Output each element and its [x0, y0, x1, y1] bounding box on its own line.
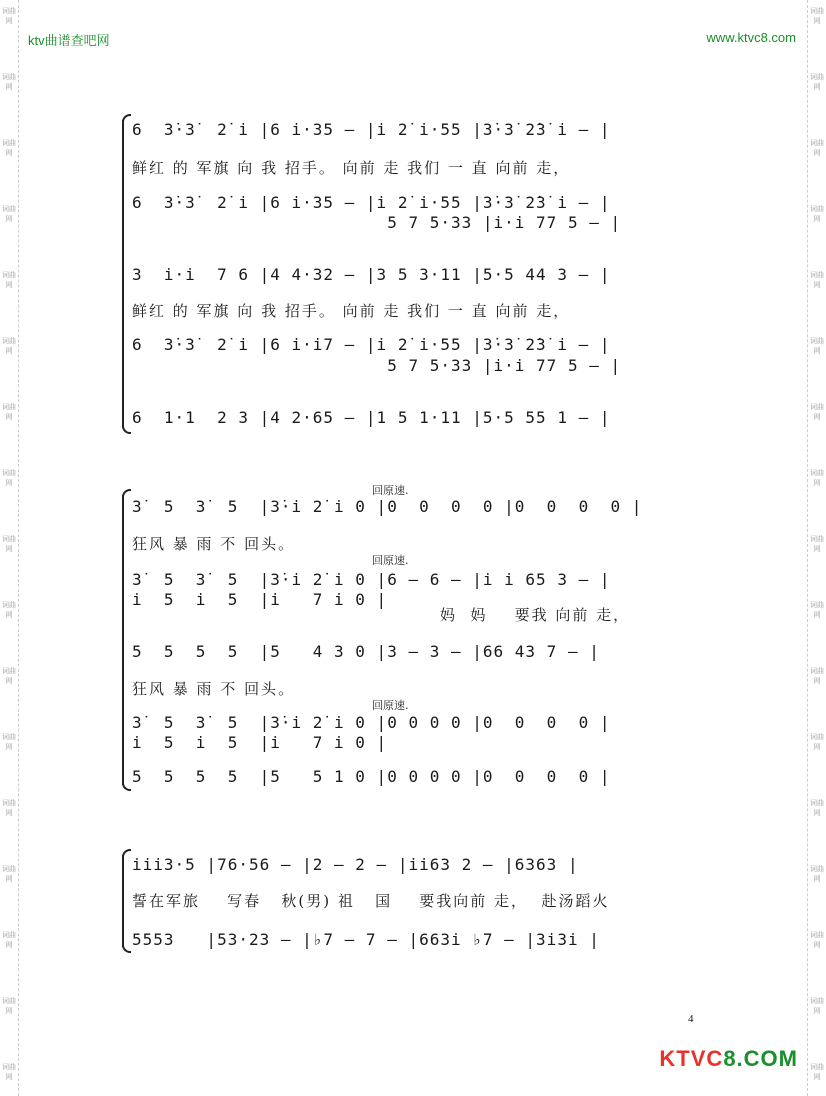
logo-part1: KTVC	[659, 1046, 724, 1071]
watermark-text: 词曲网	[2, 667, 16, 685]
lyrics-line: 狂风 暴 雨 不 回头。	[132, 535, 296, 553]
right-watermark-strip	[807, 0, 826, 1096]
watermark-text: 词曲网	[2, 997, 16, 1015]
watermark-text: 词曲网	[2, 865, 16, 883]
notation-line: 3 i·i 7 6 |4 4·32 — |3 5 3·11 |5·5 44 3 — |	[132, 265, 611, 284]
watermark-text: 词曲网	[810, 667, 824, 685]
watermark-text: 词曲网	[810, 733, 824, 751]
watermark-text: 词曲网	[810, 7, 824, 25]
watermark-text: 词曲网	[810, 1063, 824, 1081]
watermark-text: 词曲网	[2, 7, 16, 25]
site-link-right[interactable]: www.ktvc8.com	[706, 30, 796, 45]
notation-line: 5 7 5·33 |i·i 77 5 — |	[132, 213, 622, 232]
page-number: 4	[688, 1013, 694, 1025]
watermark-text: 词曲网	[2, 535, 16, 553]
watermark-text: 词曲网	[2, 799, 16, 817]
watermark-text: 词曲网	[2, 403, 16, 421]
watermark-text: 词曲网	[2, 733, 16, 751]
watermark-text: 词曲网	[810, 865, 824, 883]
watermark-text: 词曲网	[2, 469, 16, 487]
watermark-text: 词曲网	[2, 205, 16, 223]
notation-line: i 5 i 5 |i 7 i 0 |	[132, 733, 388, 752]
watermark-text: 词曲网	[810, 139, 824, 157]
watermark-text: 词曲网	[2, 73, 16, 91]
site-link-left[interactable]: ktv曲谱查吧网	[28, 33, 110, 48]
watermark-text: 词曲网	[2, 931, 16, 949]
watermark-text: 词曲网	[2, 271, 16, 289]
watermark-text: 词曲网	[810, 931, 824, 949]
notation-line: 3̇ 5 3̇ 5 |3̇·i 2̇ i 0 |0 0 0 0 |0 0 0 0 |	[132, 713, 611, 732]
lyrics-line: 妈 妈 要我 向前 走，	[440, 606, 631, 624]
notation-line: 6 3̇·3̇ 2̇ i |6 i·i7 — |i 2̇ i·55 |3̇·3̇ 2̇3̇ i — |	[132, 335, 611, 354]
watermark-text: 词曲网	[810, 271, 824, 289]
lyrics-line: 鲜红 的 军旗 向 我 招手。 向前 走 我们 一 直 向前 走，	[132, 302, 571, 320]
watermark-text: 词曲网	[810, 535, 824, 553]
system-brace	[122, 120, 124, 428]
watermark-text: 词曲网	[810, 73, 824, 91]
tempo-marking: 回原速.	[372, 484, 409, 497]
watermark-text: 词曲网	[810, 205, 824, 223]
watermark-text: 词曲网	[810, 997, 824, 1015]
watermark-text: 词曲网	[810, 337, 824, 355]
watermark-text: 词曲网	[810, 601, 824, 619]
lyrics-line: 鲜红 的 军旗 向 我 招手。 向前 走 我们 一 直 向前 走，	[132, 159, 571, 177]
notation-line: 5 5 5 5 |5 5 1 0 |0 0 0 0 |0 0 0 0 |	[132, 767, 611, 786]
notation-line: 5 5 5 5 |5 4 3 0 |3 — 3 — |66 43 7 — |	[132, 642, 600, 661]
notation-line: 6 3̇·3̇ 2̇ i |6 i·35 — |i 2̇ i·55 |3̇·3̇ 2̇3̇ i — |	[132, 120, 611, 139]
notation-line: 5553 |53·23 — |♭7 — 7 — |663i ♭7 — |3i3i |	[132, 930, 600, 949]
notation-line: 3̇ 5 3̇ 5 |3̇·i 2̇ i 0 |0 0 0 0 |0 0 0 0 |	[132, 497, 643, 516]
notation-line: 3̇ 5 3̇ 5 |3̇·i 2̇ i 0 |6 — 6 — |i i 65 3 — |	[132, 570, 611, 589]
site-logo	[659, 1046, 798, 1072]
watermark-text: 词曲网	[810, 469, 824, 487]
watermark-text: 词曲网	[2, 1063, 16, 1081]
lyrics-line: 狂风 暴 雨 不 回头。	[132, 680, 296, 698]
notation-line: 6 1·1 2 3 |4 2·65 — |1 5 1·11 |5·5 55 1 — |	[132, 408, 611, 427]
tempo-marking: 回原速.	[372, 699, 409, 712]
notation-line: 5 7 5·33 |i·i 77 5 — |	[132, 356, 622, 375]
tempo-marking: 回原速.	[372, 554, 409, 567]
watermark-text: 词曲网	[2, 139, 16, 157]
system-brace	[122, 495, 124, 785]
watermark-text: 词曲网	[2, 601, 16, 619]
lyrics-line: 誓在军旅 写春 秋(男) 祖 国 要我向前 走， 赴汤蹈火	[132, 892, 610, 910]
watermark-text: 词曲网	[2, 337, 16, 355]
notation-line: iii3·5 |76·56 — |2 — 2 — |ii63 2 — |6363 |	[132, 855, 579, 874]
watermark-text: 词曲网	[810, 799, 824, 817]
logo-part2: 8.COM	[723, 1046, 798, 1071]
notation-line: i 5 i 5 |i 7 i 0 |	[132, 590, 388, 609]
watermark-text: 词曲网	[810, 403, 824, 421]
notation-line: 6 3̇·3̇ 2̇ i |6 i·35 — |i 2̇ i·55 |3̇·3̇ 2̇3̇ i — |	[132, 193, 611, 212]
left-watermark-strip	[0, 0, 19, 1096]
system-brace	[122, 855, 124, 947]
